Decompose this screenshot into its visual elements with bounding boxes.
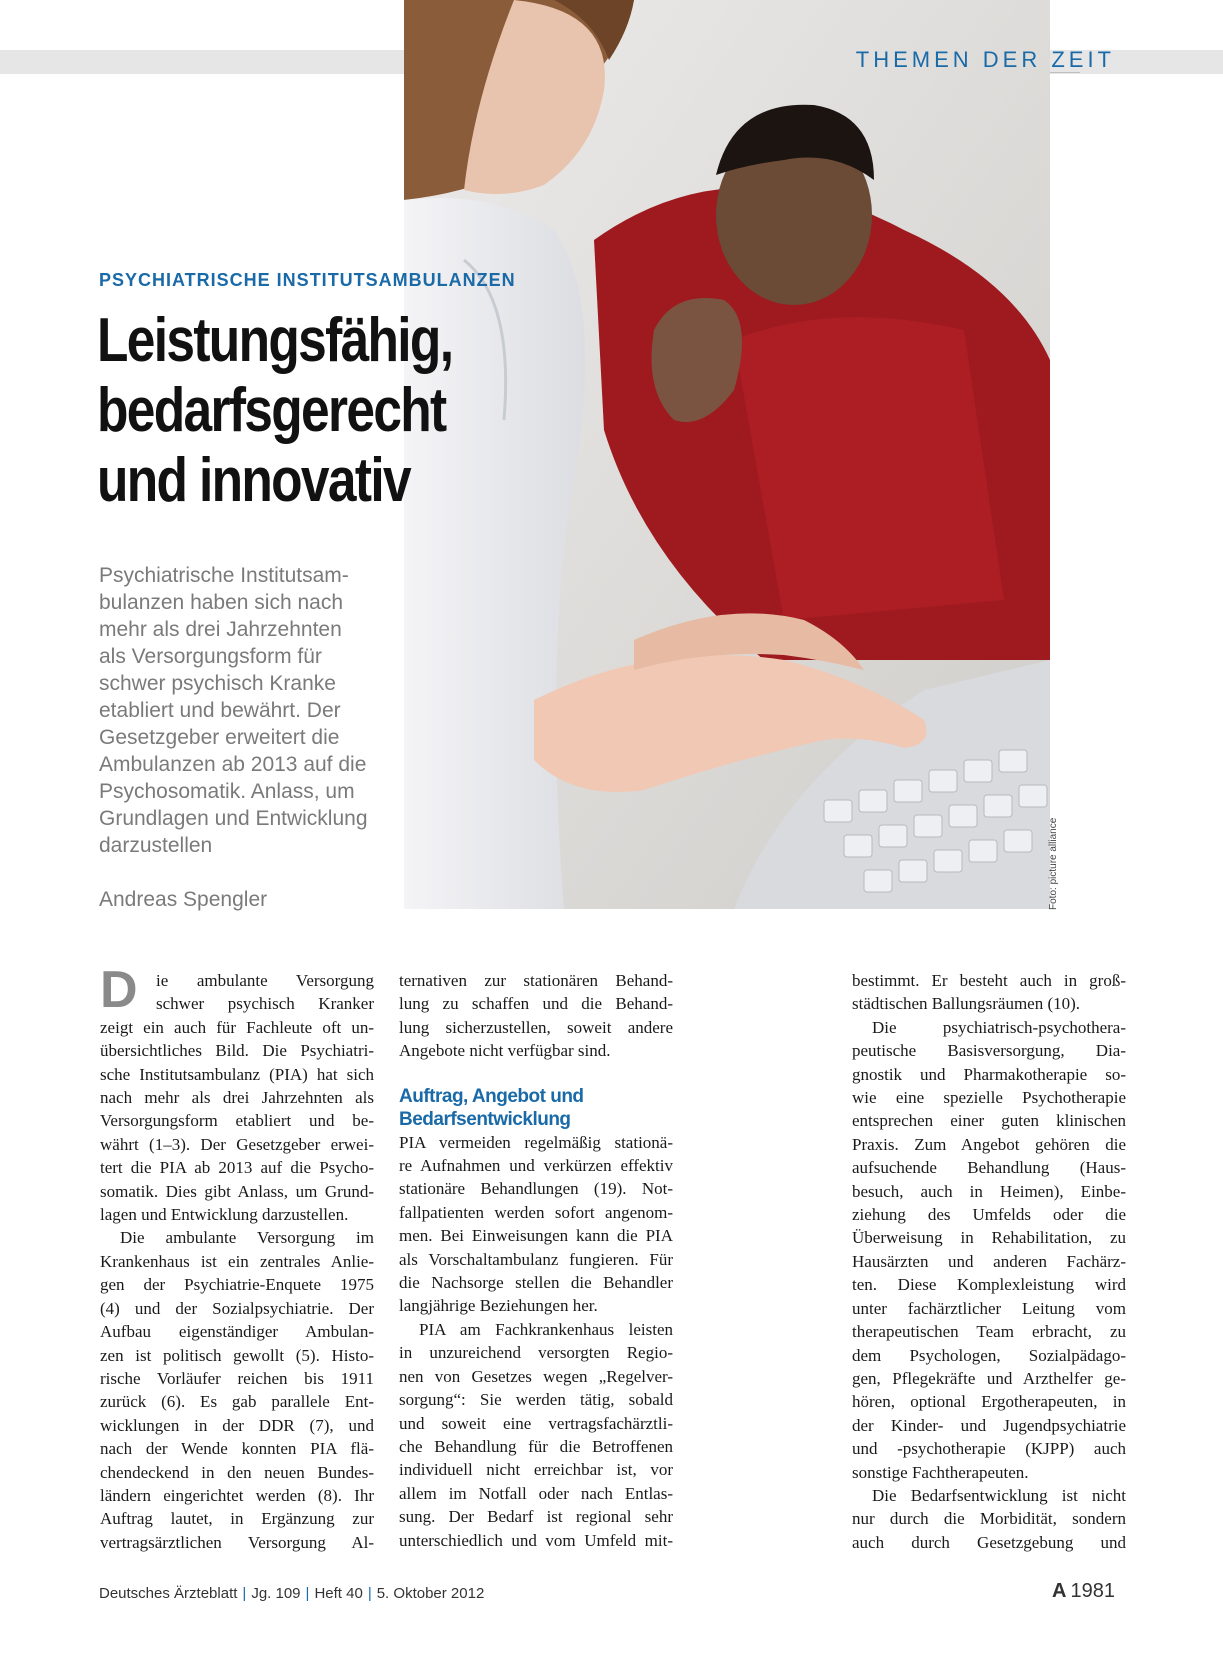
section-subhead: Auftrag, Angebot und bbox=[399, 1085, 584, 1107]
footer-separator: | bbox=[367, 1585, 372, 1602]
body-line: ten. Diese Komplexleistung wird bbox=[852, 1275, 1126, 1295]
body-line: entsprechen einer guten klinischen bbox=[852, 1111, 1126, 1131]
lead-line: darzustellen bbox=[99, 834, 213, 857]
body-line: gen, Pflegekräfte und Arzthelfer ge- bbox=[852, 1368, 1126, 1388]
body-line: auch durch Gesetzgebung und bbox=[852, 1532, 1126, 1552]
body-line: (4) und der Sozialpsychiatrie. Der bbox=[100, 1298, 374, 1318]
lead-line: Gesetzgeber erweitert die bbox=[99, 726, 340, 749]
body-line: ländern eingerichtet werden (8). Ihr bbox=[100, 1485, 374, 1505]
page-number-value: 1981 bbox=[1070, 1580, 1115, 1602]
body-line: allem im Notfall oder nach Entlas- bbox=[399, 1483, 673, 1503]
body-line: nach der Wende konnten PIA flä- bbox=[100, 1439, 374, 1459]
lead-line: Psychiatrische Institutsam- bbox=[99, 564, 349, 587]
body-line: langjährige Beziehungen her. bbox=[399, 1296, 598, 1316]
body-line: men. Bei Einweisungen kann die PIA bbox=[399, 1226, 673, 1246]
lead-line: Psychosomatik. Anlass, um bbox=[99, 780, 355, 803]
body-line: und -psychotherapie (KJPP) auch bbox=[852, 1439, 1126, 1459]
article-headline bbox=[97, 306, 529, 516]
page-footer bbox=[99, 1585, 484, 1602]
article-author: Andreas Spengler bbox=[99, 888, 268, 911]
footer-separator: | bbox=[242, 1585, 247, 1602]
body-line: gnostik und Pharmakotherapie so- bbox=[852, 1064, 1126, 1084]
body-line: lung sicherzustellen, soweit andere bbox=[399, 1017, 673, 1037]
headline-line: bedarfsgerecht bbox=[97, 376, 446, 445]
journal-name: Deutsches Ärzteblatt bbox=[99, 1585, 238, 1602]
body-line: stationäre Behandlungen (19). Not- bbox=[399, 1179, 673, 1199]
body-line: unter fachärztlicher Leitung vom bbox=[852, 1298, 1126, 1318]
section-subhead: Bedarfsentwicklung bbox=[399, 1108, 571, 1130]
body-line: chendeckend in den neuen Bundes- bbox=[100, 1462, 374, 1482]
body-line: sorgung“: Sie werden tätig, sobald bbox=[399, 1390, 673, 1410]
body-line: re Aufnahmen und verkürzen effektiv bbox=[399, 1156, 673, 1176]
body-line: vertragsärztlichen Versorgung Al- bbox=[100, 1532, 374, 1552]
section-label: THEMEN DER ZEIT bbox=[855, 47, 1115, 72]
body-line: Praxis. Zum Angebot gehören die bbox=[852, 1134, 1126, 1154]
body-line: rische Vorläufer reichen bis 1911 bbox=[100, 1368, 374, 1388]
body-column-2 bbox=[399, 969, 673, 1552]
body-line: bestimmt. Er besteht auch in groß- bbox=[852, 971, 1126, 990]
body-line: Angebote nicht verfügbar sind. bbox=[399, 1041, 611, 1061]
body-line: aufsuchende Behandlung (Haus- bbox=[852, 1158, 1126, 1178]
body-line: fallpatienten werden sofort angenom- bbox=[399, 1202, 673, 1222]
body-line: zeigt ein auch für Fachleute oft un- bbox=[100, 1017, 374, 1037]
body-line: somatik. Dies gibt Anlass, um Grund- bbox=[100, 1181, 374, 1201]
body-line: ternativen zur stationären Behand- bbox=[399, 971, 673, 990]
body-line: unterschiedlich und vom Umfeld mit- bbox=[399, 1530, 673, 1550]
issue-date: 5. Oktober 2012 bbox=[376, 1585, 485, 1602]
page-number bbox=[1052, 1580, 1115, 1603]
body-line: nen von Gesetzes wegen „Regelver- bbox=[399, 1366, 673, 1386]
body-line: Versorgungsform etabliert und be- bbox=[100, 1111, 374, 1131]
headline-line: und innovativ bbox=[97, 446, 410, 515]
body-line: Die Bedarfsentwicklung ist nicht bbox=[872, 1485, 1126, 1505]
body-line: ie ambulante Versorgung bbox=[156, 971, 374, 990]
journal-issue: Heft 40 bbox=[314, 1585, 363, 1602]
body-line: als Vorschaltambulanz fungieren. Für bbox=[399, 1249, 673, 1269]
body-line: individuell nicht erreichbar ist, vor bbox=[399, 1460, 673, 1480]
body-line: che Behandlung für die Betroffenen bbox=[399, 1436, 673, 1456]
journal-volume: Jg. 109 bbox=[251, 1585, 301, 1602]
body-line: wicklungen in der DDR (7), und bbox=[100, 1415, 374, 1435]
lead-line: mehr als drei Jahrzehnten bbox=[99, 618, 342, 641]
body-line: Krankenhaus ist ein zentrales Anlie- bbox=[100, 1251, 374, 1271]
body-line: PIA vermeiden regelmäßig stationä- bbox=[399, 1132, 673, 1152]
headline-line: Leistungsfähig, bbox=[97, 306, 453, 375]
body-line: besuch, auch in Heimen), Einbe- bbox=[852, 1181, 1126, 1201]
body-line: städtischen Ballungsräumen (10). bbox=[852, 994, 1081, 1014]
body-line: der Kinder- und Jugendpsychiatrie bbox=[852, 1415, 1126, 1435]
body-line: wie eine spezielle Psychotherapie bbox=[852, 1088, 1126, 1108]
page-prefix: A bbox=[1052, 1580, 1067, 1602]
body-line: ziehung des Umfelds oder die bbox=[852, 1205, 1126, 1225]
photo-credit: Foto: picture alliance bbox=[1048, 817, 1059, 910]
body-line: dem Psychologen, Sozialpädago- bbox=[852, 1345, 1126, 1365]
body-line: Die psychiatrisch-psychothera- bbox=[872, 1017, 1126, 1037]
body-line: peutische Basisversorgung, Dia- bbox=[852, 1041, 1126, 1061]
lead-line: Grundlagen und Entwicklung bbox=[99, 807, 368, 830]
body-line: die Nachsorge stellen die Behandler bbox=[399, 1273, 673, 1293]
body-column-1 bbox=[100, 961, 374, 1554]
drop-cap: D bbox=[100, 961, 138, 1019]
body-column-3 bbox=[852, 969, 1126, 1554]
lead-line: schwer psychisch Kranke bbox=[99, 672, 336, 695]
body-line: lagen und Entwicklung darzustellen. bbox=[100, 1205, 349, 1225]
body-line: gen der Psychiatrie-Enquete 1975 bbox=[100, 1275, 374, 1295]
body-line: nur durch die Morbidität, sondern bbox=[852, 1509, 1126, 1529]
body-line: nach mehr als drei Jahrzehnten als bbox=[100, 1088, 374, 1108]
lead-line: bulanzen haben sich nach bbox=[99, 591, 344, 614]
body-line: Überweisung in Rehabilitation, zu bbox=[852, 1228, 1126, 1248]
body-line: und soweit eine vertragsfachärztli- bbox=[399, 1413, 673, 1433]
body-line: Die ambulante Versorgung im bbox=[120, 1228, 374, 1248]
body-line: lung zu schaffen und die Behand- bbox=[399, 994, 673, 1014]
article-lead bbox=[99, 562, 419, 859]
body-line: tert die PIA ab 2013 auf die Psycho- bbox=[100, 1158, 374, 1178]
body-line: schwer psychisch Kranker bbox=[156, 994, 374, 1014]
body-line: therapeutischen Team erbracht, zu bbox=[852, 1322, 1126, 1342]
body-line: Aufbau eigenständiger Ambulan- bbox=[100, 1322, 374, 1342]
body-line: in unzureichend versorgten Regio- bbox=[399, 1343, 673, 1363]
body-line: währt (1–3). Der Gesetzgeber erwei- bbox=[100, 1134, 374, 1154]
body-line: sung. Der Bedarf ist regional sehr bbox=[399, 1507, 673, 1527]
body-line: sonstige Fachtherapeuten. bbox=[852, 1462, 1029, 1482]
body-line: Auftrag lautet, in Ergänzung zur bbox=[100, 1509, 374, 1529]
footer-separator: | bbox=[305, 1585, 310, 1602]
lead-line: etabliert und bewährt. Der bbox=[99, 699, 341, 722]
lead-line: Ambulanzen ab 2013 auf die bbox=[99, 753, 367, 776]
body-line: übersichtliches Bild. Die Psychiatri- bbox=[100, 1041, 374, 1061]
body-line: PIA am Fachkrankenhaus leisten bbox=[419, 1319, 673, 1339]
body-line: Hausärzten und anderen Fachärz- bbox=[852, 1251, 1126, 1271]
body-line: zen ist politisch gewollt (5). Histo- bbox=[100, 1345, 374, 1365]
body-line: zurück (6). Es gab parallele Ent- bbox=[100, 1392, 374, 1412]
article-kicker: PSYCHIATRISCHE INSTITUTSAMBULANZEN bbox=[99, 270, 516, 290]
body-line: sche Institutsambulanz (PIA) hat sich bbox=[100, 1064, 374, 1084]
body-line: hören, optional Ergotherapeuten, in bbox=[852, 1392, 1126, 1412]
lead-line: als Versorgungsform für bbox=[99, 645, 322, 668]
